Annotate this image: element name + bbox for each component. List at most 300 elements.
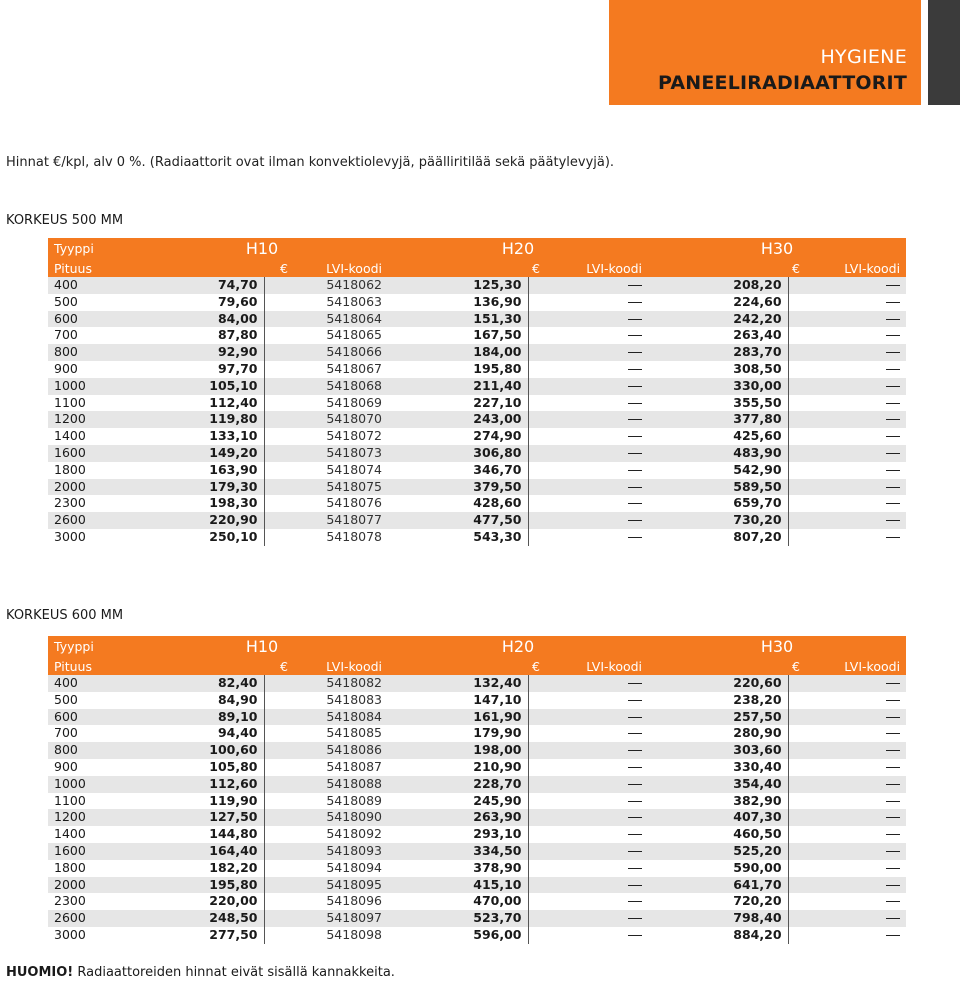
lvi-code-h20-empty [528,843,648,860]
lvi-code-h30-empty [788,529,906,546]
price-table-600 [48,636,906,944]
table-row [48,725,906,742]
dash-mark [628,285,642,286]
price-h30: 460,50 [648,826,788,843]
row-length: 1600 [48,445,136,462]
lvi-code-h30-empty [788,344,906,361]
lvi-code-h30-empty [788,361,906,378]
dash-mark [628,683,642,684]
header-pituus: Pituus [48,658,136,675]
dash-mark [628,436,642,437]
price-h10: 144,80 [136,826,264,843]
dash-mark [886,733,900,734]
dash-mark [886,503,900,504]
lvi-code-h20-empty [528,445,648,462]
price-h20: 228,70 [388,776,528,793]
price-h20: 245,90 [388,793,528,810]
lvi-code-h10: 5418098 [264,927,388,944]
header-euro: € [388,658,528,675]
header-lvi-koodi: LVI-koodi [264,260,388,277]
price-h20: 378,90 [388,860,528,877]
lvi-code-h20-empty [528,910,648,927]
lvi-code-h10: 5418096 [264,893,388,910]
dash-mark [886,935,900,936]
dash-mark [628,935,642,936]
lvi-code-h30-empty [788,709,906,726]
dash-mark [886,352,900,353]
dash-mark [886,335,900,336]
price-h20: 379,50 [388,479,528,496]
price-h10: 82,40 [136,675,264,692]
header-euro: € [648,260,788,277]
dash-mark [886,453,900,454]
price-h20: 274,90 [388,428,528,445]
lvi-code-h10: 5418064 [264,311,388,328]
lvi-code-h20-empty [528,675,648,692]
table-row [48,378,906,395]
price-h30: 659,70 [648,495,788,512]
price-h10: 163,90 [136,462,264,479]
dash-mark [886,784,900,785]
header-pituus: Pituus [48,260,136,277]
lvi-code-h10: 5418086 [264,742,388,759]
lvi-code-h30-empty [788,776,906,793]
dash-mark [886,918,900,919]
price-h20: 198,00 [388,742,528,759]
table-row [48,927,906,944]
dash-mark [628,487,642,488]
section-title-600: KORKEUS 600 MM [6,608,124,623]
lvi-code-h10: 5418093 [264,843,388,860]
price-h30: 354,40 [648,776,788,793]
price-h10: 119,80 [136,411,264,428]
lvi-code-h20-empty [528,793,648,810]
lvi-code-h30-empty [788,692,906,709]
dash-mark [628,868,642,869]
dash-mark [886,683,900,684]
lvi-code-h30-empty [788,860,906,877]
price-h20: 543,30 [388,529,528,546]
price-h20: 306,80 [388,445,528,462]
table-row [48,479,906,496]
lvi-code-h20-empty [528,378,648,395]
dash-mark [628,817,642,818]
price-h10: 248,50 [136,910,264,927]
lvi-code-h20-empty [528,344,648,361]
note-label: HUOMIO! [6,965,74,980]
dash-mark [886,403,900,404]
price-h30: 641,70 [648,877,788,894]
lvi-code-h10: 5418084 [264,709,388,726]
dash-mark [886,369,900,370]
lvi-code-h20-empty [528,311,648,328]
price-h30: 208,20 [648,277,788,294]
price-h10: 97,70 [136,361,264,378]
dash-mark [886,801,900,802]
price-h30: 884,20 [648,927,788,944]
table-row [48,411,906,428]
lvi-code-h20-empty [528,725,648,742]
dash-mark [628,419,642,420]
price-h30: 355,50 [648,395,788,412]
price-h20: 210,90 [388,759,528,776]
price-h30: 224,60 [648,294,788,311]
table-row [48,709,906,726]
lvi-code-h30-empty [788,759,906,776]
row-length: 900 [48,361,136,378]
header-lvi-koodi: LVI-koodi [528,658,648,675]
lvi-code-h10: 5418062 [264,277,388,294]
table-header-series [48,238,906,260]
price-h10: 133,10 [136,428,264,445]
dash-mark [628,834,642,835]
table-row [48,462,906,479]
dash-mark [628,885,642,886]
price-h30: 377,80 [648,411,788,428]
dash-mark [886,302,900,303]
price-h20: 415,10 [388,877,528,894]
dash-mark [628,352,642,353]
price-h30: 590,00 [648,860,788,877]
price-h20: 184,00 [388,344,528,361]
table-row [48,311,906,328]
price-h20: 195,80 [388,361,528,378]
dash-mark [886,885,900,886]
lvi-code-h30-empty [788,411,906,428]
price-h20: 211,40 [388,378,528,395]
price-h20: 293,10 [388,826,528,843]
dash-mark [886,868,900,869]
dash-mark [628,700,642,701]
table-row [48,361,906,378]
lvi-code-h20-empty [528,742,648,759]
lvi-code-h30-empty [788,378,906,395]
dash-mark [628,520,642,521]
price-h10: 119,90 [136,793,264,810]
lvi-code-h30-empty [788,512,906,529]
lvi-code-h10: 5418067 [264,361,388,378]
lvi-code-h20-empty [528,428,648,445]
price-h10: 105,10 [136,378,264,395]
table-row [48,294,906,311]
price-h10: 220,00 [136,893,264,910]
price-h10: 220,90 [136,512,264,529]
dash-mark [886,717,900,718]
row-length: 2000 [48,479,136,496]
header-euro: € [648,658,788,675]
lvi-code-h10: 5418085 [264,725,388,742]
table-row [48,529,906,546]
lvi-code-h10: 5418074 [264,462,388,479]
price-h10: 179,30 [136,479,264,496]
row-length: 1400 [48,826,136,843]
lvi-code-h30-empty [788,327,906,344]
lvi-code-h10: 5418095 [264,877,388,894]
price-h10: 195,80 [136,877,264,894]
price-h20: 125,30 [388,277,528,294]
dash-mark [628,750,642,751]
price-h30: 238,20 [648,692,788,709]
lvi-code-h30-empty [788,675,906,692]
dash-mark [628,733,642,734]
row-length: 900 [48,759,136,776]
price-h20: 523,70 [388,910,528,927]
price-h30: 720,20 [648,893,788,910]
header-series-h20: H20 [388,636,648,658]
price-h30: 542,90 [648,462,788,479]
lvi-code-h20-empty [528,395,648,412]
dash-mark [886,487,900,488]
price-h10: 105,80 [136,759,264,776]
lvi-code-h10: 5418097 [264,910,388,927]
lvi-code-h30-empty [788,725,906,742]
price-h30: 308,50 [648,361,788,378]
table-row [48,428,906,445]
lvi-code-h20-empty [528,759,648,776]
row-length: 2000 [48,877,136,894]
lvi-code-h30-empty [788,428,906,445]
price-h30: 483,90 [648,445,788,462]
price-h30: 798,40 [648,910,788,927]
lvi-code-h20-empty [528,411,648,428]
dash-mark [628,918,642,919]
header-series-h20: H20 [388,238,648,260]
header-lvi-koodi: LVI-koodi [788,658,906,675]
header-euro: € [136,260,264,277]
lvi-code-h30-empty [788,742,906,759]
lvi-code-h30-empty [788,843,906,860]
lvi-code-h30-empty [788,294,906,311]
dash-mark [628,767,642,768]
table-row [48,675,906,692]
table-header-sub [48,260,906,277]
lvi-code-h10: 5418087 [264,759,388,776]
price-h10: 112,60 [136,776,264,793]
lvi-code-h10: 5418092 [264,826,388,843]
price-h20: 161,90 [388,709,528,726]
lvi-code-h10: 5418065 [264,327,388,344]
price-h30: 280,90 [648,725,788,742]
table-row [48,327,906,344]
dash-mark [886,901,900,902]
lvi-code-h30-empty [788,927,906,944]
lvi-code-h10: 5418078 [264,529,388,546]
table-row [48,277,906,294]
lvi-code-h10: 5418082 [264,675,388,692]
lvi-code-h20-empty [528,877,648,894]
table-row [48,512,906,529]
dash-mark [628,470,642,471]
lvi-code-h20-empty [528,826,648,843]
lvi-code-h10: 5418068 [264,378,388,395]
price-h20: 136,90 [388,294,528,311]
row-length: 1200 [48,411,136,428]
lvi-code-h30-empty [788,311,906,328]
price-h30: 283,70 [648,344,788,361]
dash-mark [886,319,900,320]
dash-mark [628,335,642,336]
header-tyyppi: Tyyppi [48,636,136,658]
lvi-code-h10: 5418088 [264,776,388,793]
price-h30: 263,40 [648,327,788,344]
dash-mark [628,537,642,538]
lvi-code-h30-empty [788,462,906,479]
row-length: 1600 [48,843,136,860]
row-length: 2600 [48,512,136,529]
row-length: 500 [48,294,136,311]
row-length: 1800 [48,860,136,877]
price-h20: 346,70 [388,462,528,479]
table-row [48,692,906,709]
price-h20: 227,10 [388,395,528,412]
price-h20: 243,00 [388,411,528,428]
dash-mark [628,503,642,504]
dash-mark [886,436,900,437]
header-box [609,0,921,105]
table-row [48,759,906,776]
lvi-code-h10: 5418083 [264,692,388,709]
price-h30: 220,60 [648,675,788,692]
dash-mark [628,901,642,902]
dash-mark [628,369,642,370]
row-length: 800 [48,344,136,361]
price-h20: 428,60 [388,495,528,512]
price-h30: 525,20 [648,843,788,860]
row-length: 1100 [48,395,136,412]
price-h10: 149,20 [136,445,264,462]
table-header-sub [48,658,906,675]
lvi-code-h30-empty [788,445,906,462]
dash-mark [628,851,642,852]
price-h10: 84,00 [136,311,264,328]
price-h20: 596,00 [388,927,528,944]
lvi-code-h20-empty [528,893,648,910]
row-length: 2300 [48,495,136,512]
price-h30: 807,20 [648,529,788,546]
header-series-h30: H30 [648,238,906,260]
header-euro: € [136,658,264,675]
lvi-code-h20-empty [528,776,648,793]
row-length: 1100 [48,793,136,810]
table-row [48,344,906,361]
lvi-code-h10: 5418077 [264,512,388,529]
lvi-code-h30-empty [788,826,906,843]
dash-mark [628,453,642,454]
price-h20: 470,00 [388,893,528,910]
row-length: 500 [48,692,136,709]
price-h30: 407,30 [648,809,788,826]
row-length: 2300 [48,893,136,910]
lvi-code-h20-empty [528,479,648,496]
row-length: 3000 [48,927,136,944]
dash-mark [628,801,642,802]
price-h10: 100,60 [136,742,264,759]
row-length: 400 [48,277,136,294]
row-length: 1400 [48,428,136,445]
price-h30: 303,60 [648,742,788,759]
dash-mark [886,285,900,286]
row-length: 2600 [48,910,136,927]
lvi-code-h10: 5418063 [264,294,388,311]
row-length: 1000 [48,776,136,793]
lvi-code-h20-empty [528,277,648,294]
header-lvi-koodi: LVI-koodi [264,658,388,675]
row-length: 700 [48,725,136,742]
price-h10: 89,10 [136,709,264,726]
dash-mark [628,784,642,785]
lvi-code-h10: 5418090 [264,809,388,826]
row-length: 1200 [48,809,136,826]
lvi-code-h30-empty [788,893,906,910]
page-title: PANEELIRADIAATTORIT [657,72,907,94]
dash-mark [628,717,642,718]
price-h30: 257,50 [648,709,788,726]
header-category: HYGIENE [820,46,907,68]
lvi-code-h10: 5418094 [264,860,388,877]
price-h10: 127,50 [136,809,264,826]
lvi-code-h20-empty [528,495,648,512]
price-h10: 94,40 [136,725,264,742]
price-h30: 382,90 [648,793,788,810]
price-h10: 84,90 [136,692,264,709]
price-h20: 167,50 [388,327,528,344]
lvi-code-h30-empty [788,809,906,826]
lvi-code-h10: 5418070 [264,411,388,428]
lvi-code-h20-empty [528,361,648,378]
dash-mark [886,851,900,852]
row-length: 700 [48,327,136,344]
price-h10: 87,80 [136,327,264,344]
lvi-code-h20-empty [528,692,648,709]
header-lvi-koodi: LVI-koodi [528,260,648,277]
price-h30: 330,00 [648,378,788,395]
dash-mark [628,386,642,387]
table-row [48,893,906,910]
table-row [48,809,906,826]
table-row [48,445,906,462]
lvi-code-h10: 5418075 [264,479,388,496]
note [6,965,395,980]
header-euro: € [388,260,528,277]
table-header-series [48,636,906,658]
price-h20: 147,10 [388,692,528,709]
price-h10: 164,40 [136,843,264,860]
dash-mark [886,817,900,818]
row-length: 600 [48,311,136,328]
intro-text: Hinnat €/kpl, alv 0 %. (Radiaattorit ovat ilman konvektiolevyjä, päälliritilää sekä päätylevyjä). [6,155,615,170]
row-length: 1800 [48,462,136,479]
table-row [48,826,906,843]
dash-mark [886,470,900,471]
price-h10: 250,10 [136,529,264,546]
lvi-code-h30-empty [788,277,906,294]
table-row [48,776,906,793]
lvi-code-h10: 5418076 [264,495,388,512]
price-h10: 198,30 [136,495,264,512]
lvi-code-h20-empty [528,327,648,344]
lvi-code-h20-empty [528,294,648,311]
lvi-code-h20-empty [528,512,648,529]
lvi-code-h10: 5418072 [264,428,388,445]
dash-mark [886,386,900,387]
lvi-code-h20-empty [528,462,648,479]
table-row [48,860,906,877]
header-series-h10: H10 [136,238,388,260]
dash-mark [886,750,900,751]
lvi-code-h30-empty [788,910,906,927]
lvi-code-h30-empty [788,395,906,412]
dash-mark [628,403,642,404]
